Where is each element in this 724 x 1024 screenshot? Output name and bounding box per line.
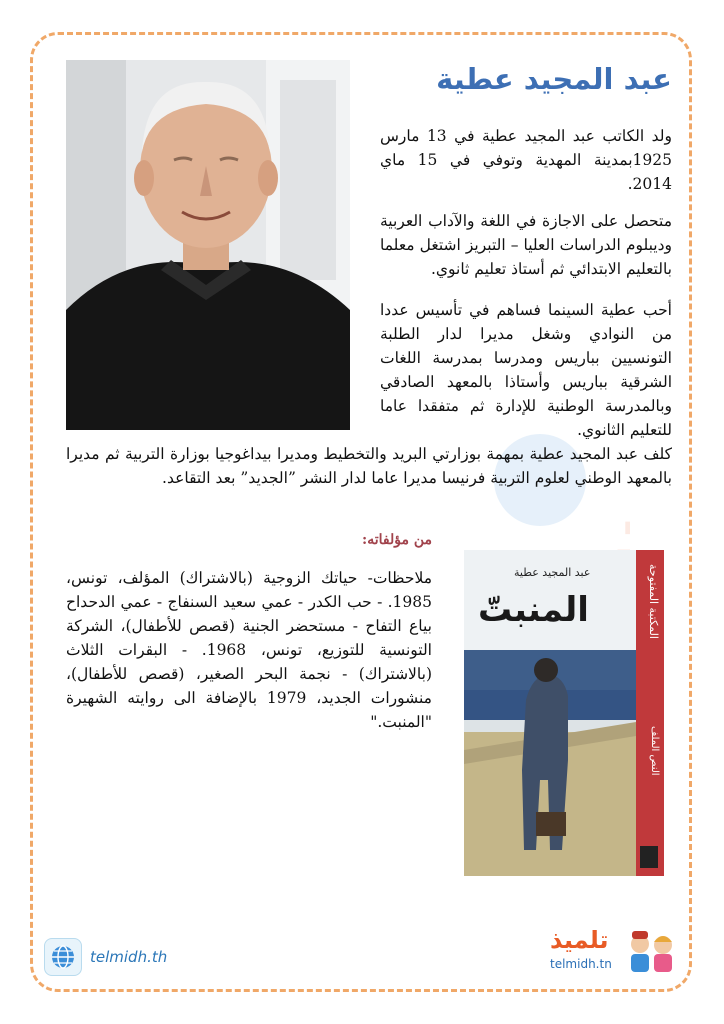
book-title: المنبتّ: [478, 590, 589, 630]
page-title: عبد المجيد عطية: [436, 62, 672, 96]
author-portrait: [66, 60, 350, 430]
kids-icon: [626, 928, 678, 974]
logo-arabic: تلميذ: [550, 926, 609, 954]
globe-icon: [44, 938, 82, 976]
book-cover: [464, 550, 664, 876]
book-series: المكتبة المفتوحة: [647, 564, 660, 639]
bio-paragraph-3: أحب عطية السينما فساهم في تأسيس عددا من النوادي وشغل مديرا لدار الطلبة التونسيين بباريس ومدرسا بمدرسة اللغات الشرقية بباريس وأستاذا بالمعهد الصادقي وبالمدرسة الوطنية للإدارة ثم متفقدا عاما للتعليم الثانوي.: [380, 301, 672, 439]
telmidh-logo: [548, 926, 678, 976]
footer-left: [44, 938, 167, 976]
works-list: ملاحظات- حياتك الزوجية (بالاشتراك) المؤلف، تونس، 1985. - حب الكدر - عمي سعيد السنفاج - عمي الدحداح بياع التفاح - مستحضر الجنية (قصص للأطفال)، الشركة التونسية للتوزيع، تونس، 1968. - البقرات الثلاث (بالاشتراك) - نجمة البحر الصغير، (قصص للأطفال)، منشورات الجديد، 1979 بالإضافة الى روايته الشهيرة "المنبت.": [66, 569, 432, 731]
bio-paragraph-1: ولد الكاتب عبد المجيد عطية في 13 مارس 1925بمدينة المهدية وتوفي في 15 ماي 2014.: [380, 127, 673, 193]
logo-url: telmidh.tn: [550, 957, 612, 971]
book-series-sub: النص الملف: [649, 726, 660, 776]
bio-paragraph-4: كلف عبد المجيد عطية بمهمة بوزارتي البريد والتخطيط ومديرا بيداغوجيا بوزارة التربية ثم مديرا بالمعهد الوطني لعلوم التربية فرنيسا مديرا عاما لدار النشر ”الجديد” بعد التقاعد.: [66, 445, 672, 487]
footer-link[interactable]: telmidh.th: [90, 948, 168, 966]
bio-paragraph-2: متحصل على الاجازة في اللغة والآداب العربية وديبلوم الدراسات العليا – التبريز اشتغل معلما بالتعليم الابتدائي ثم أستاذ تعليم ثانوي.: [380, 212, 672, 278]
works-heading: من مؤلفاته:: [362, 532, 432, 548]
book-author: عبد المجيد عطية: [514, 566, 591, 579]
